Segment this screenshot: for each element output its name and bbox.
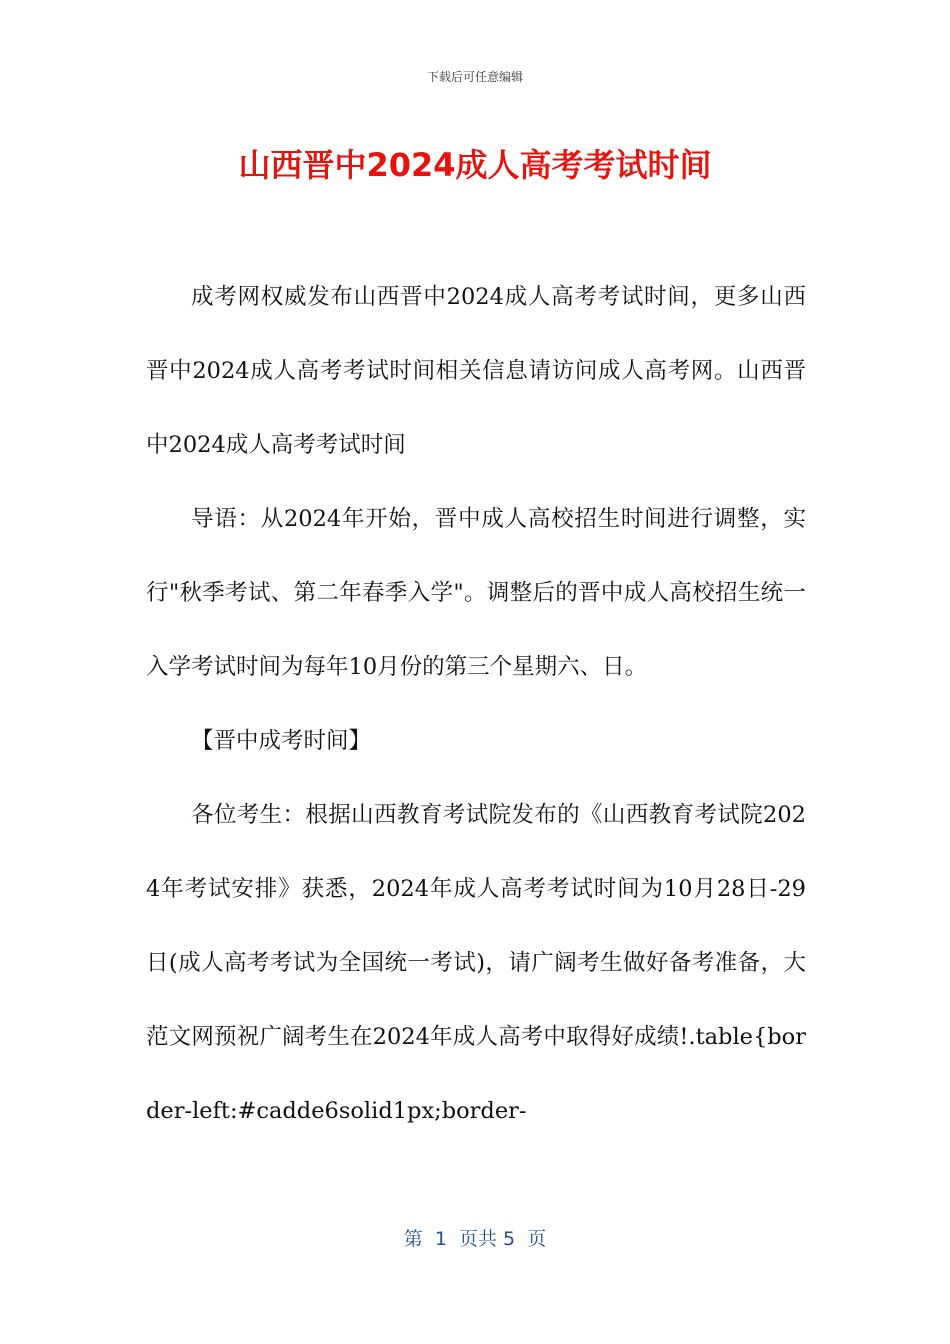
header-note: 下载后可任意编辑	[426, 70, 523, 84]
paragraph-notice: 各位考生：根据山西教育考试院发布的《山西教育考试院2024年考试安排》获悉，2024年成人高考考试时间为10月28日-29日(成人高考考试为全国统一考试)，请广阔考生做好备考准备，大范文网预祝广阔考生在2024年成人高考中取得好成绩!.table{border-left:#cadde6solid1px;border-	[146, 802, 806, 1124]
document-body	[146, 260, 806, 1148]
paragraph-guide: 导语：从2024年开始，晋中成人高校招生时间进行调整，实行"秋季考试、第二年春季入学"。调整后的晋中成人高校招生统一入学考试时间为每年10月份的第三个星期六、日。	[146, 506, 806, 680]
paragraph-intro: 成考网权威发布山西晋中2024成人高考考试时间，更多山西晋中2024成人高考考试时间相关信息请访问成人高考网。山西晋中2024成人高考考试时间	[146, 284, 806, 458]
document-title: 山西晋中2024成人高考考试时间	[238, 146, 712, 184]
section-heading: 【晋中成考时间】	[191, 728, 372, 754]
page-number-footer: 第 1 页共 5 页	[403, 1228, 547, 1250]
